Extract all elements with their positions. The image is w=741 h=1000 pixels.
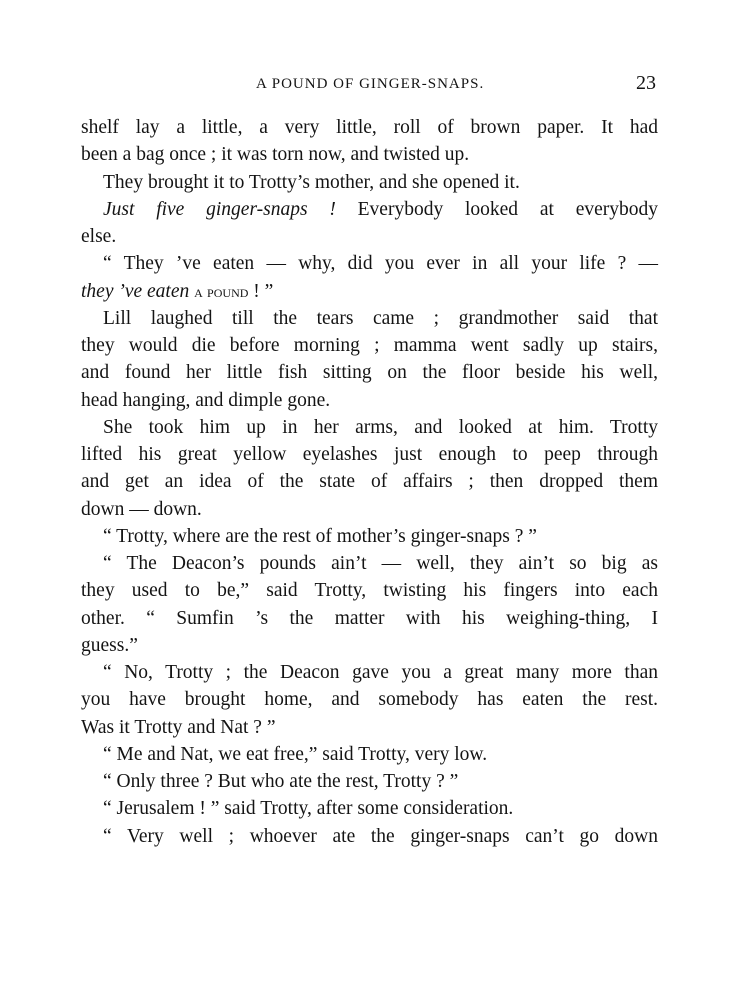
body-text — [81, 114, 658, 850]
running-head: A POUND OF GINGER-SNAPS. — [256, 76, 485, 92]
text-line: “ The Deacon’s pounds ain’t — well, they ain’t so big as — [103, 553, 658, 574]
text-line: “ Jerusalem ! ” said Trotty, after some consideration. — [103, 798, 514, 820]
page-number: 23 — [636, 72, 656, 94]
text-line — [81, 278, 658, 305]
italic-phrase: Just five ginger-snaps ! — [103, 198, 336, 220]
text-line: lifted his great yellow eyelashes just enough to peep through — [81, 444, 658, 465]
text-line: “ Trotty, where are the rest of mother’s ginger-snaps ? ” — [103, 525, 537, 547]
text-line: She took him up in her arms, and looked at him. Trotty — [103, 416, 658, 438]
small-caps-phrase: a pound — [194, 281, 249, 301]
text-line: They brought it to Trotty’s mother, and she opened it. — [103, 171, 520, 193]
text-line: guess.” — [81, 634, 138, 656]
text-line: “ Me and Nat, we eat free,” said Trotty, very low. — [103, 743, 488, 765]
text-line: else. — [81, 226, 117, 247]
text-line: “ No, Trotty ; the Deacon gave you a great many more than — [103, 662, 658, 683]
page-header — [80, 72, 658, 102]
text-line: they would die before morning ; mamma went sadly up stairs, — [81, 335, 658, 356]
text-line: been a bag once ; it was torn now, and twisted up. — [81, 144, 470, 166]
italic-phrase: they ’ve eaten — [81, 280, 190, 302]
text-line: and get an idea of the state of affairs ; then dropped them — [81, 471, 658, 493]
text-line — [81, 196, 658, 223]
text-line: and found her little fish sitting on the floor beside his well, — [81, 362, 658, 384]
text-line: Was it Trotty and Nat ? ” — [81, 716, 276, 738]
text-line: down — down. — [81, 498, 202, 520]
text-line: other. “ Sumfin ’s the matter with his weighing-thing, I — [81, 607, 658, 629]
text-line: “ They ’ve eaten — why, did you ever in all your life ? — — [103, 253, 658, 275]
text-line: you have brought home, and somebody has eaten the rest. — [81, 689, 658, 711]
text-line: Lill laughed till the tears came ; grandmother said that — [103, 307, 658, 329]
text-segment: ! ” — [253, 280, 274, 302]
text-line: they used to be,” said Trotty, twisting his fingers into each — [81, 580, 658, 602]
text-line: “ Only three ? But who ate the rest, Trotty ? ” — [103, 771, 459, 792]
text-segment: Everybody looked at everybody — [357, 198, 659, 220]
text-line: shelf lay a little, a very little, roll of brown paper. It had — [81, 117, 658, 138]
text-line: head hanging, and dimple gone. — [81, 389, 331, 411]
text-line: “ Very well ; whoever ate the ginger-snaps can’t go down — [103, 825, 658, 847]
